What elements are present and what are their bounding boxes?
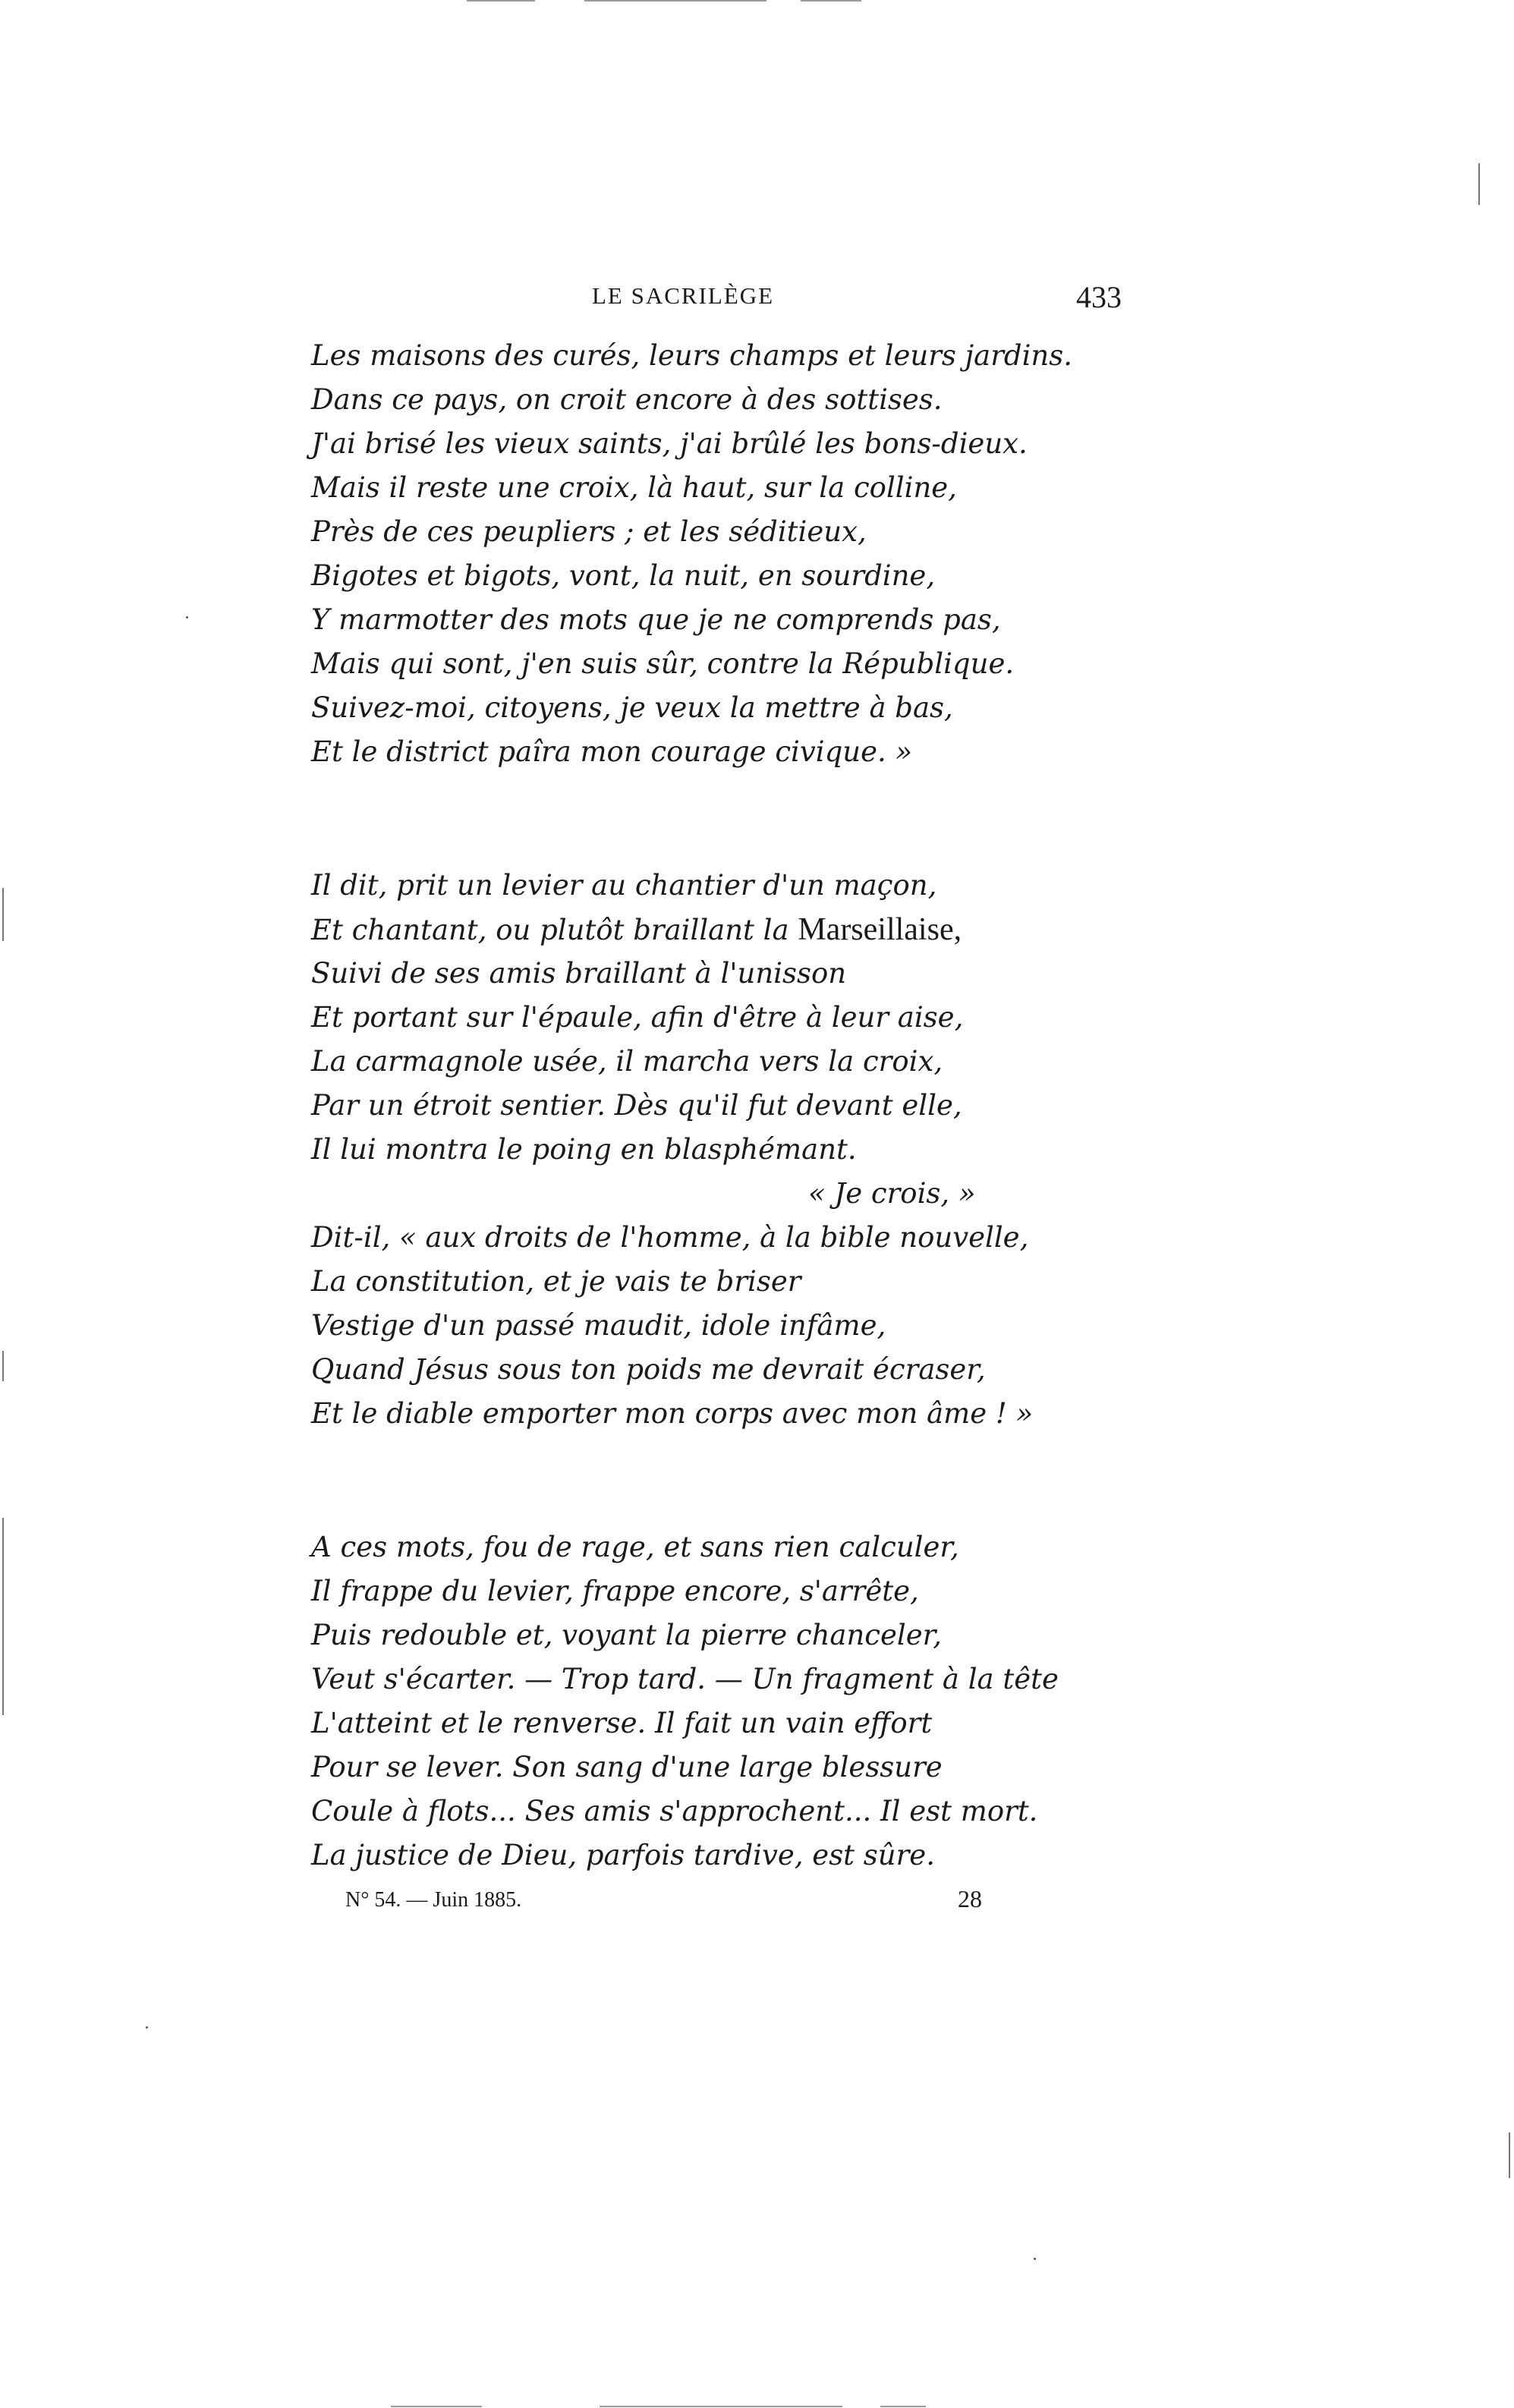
verse-line: Puis redouble et, voyant la pierre chanceler, bbox=[311, 1619, 943, 1651]
scan-dot bbox=[1034, 2258, 1036, 2260]
verse-line: Quand Jésus sous ton poids me devrait écraser, bbox=[311, 1353, 986, 1386]
verse-line: Bigotes et bigots, vont, la nuit, en sourdine, bbox=[311, 559, 936, 592]
stanza-3 bbox=[311, 1525, 1070, 1878]
scan-mark-bottom bbox=[880, 2406, 926, 2407]
verse-line: Suivez-moi, citoyens, je veux la mettre à bas, bbox=[311, 691, 953, 724]
verse-line: Veut s'écarter. — Trop tard. — Un fragment à la tête bbox=[311, 1663, 1059, 1695]
verse-line: Pour se lever. Son sang d'une large blessure bbox=[311, 1751, 943, 1783]
scan-mark-top bbox=[467, 0, 535, 2]
verse-line: Et le diable emporter mon corps avec mon âme ! » bbox=[311, 1397, 1034, 1430]
verse-line: Dans ce pays, on croit encore à des sottises. bbox=[311, 383, 943, 416]
scan-mark-bottom bbox=[391, 2406, 482, 2407]
issue-footnote: N° 54. — Juin 1885. bbox=[345, 1888, 522, 1912]
verse-line: La carmagnole usée, il marcha vers la croix, bbox=[311, 1045, 943, 1078]
verse-line: Dit-il, « aux droits de l'homme, à la bible nouvelle, bbox=[311, 1221, 1029, 1254]
scan-mark-edge bbox=[1478, 163, 1480, 205]
scan-mark-top bbox=[584, 0, 766, 2]
page-number: 433 bbox=[1076, 280, 1122, 314]
verse-line-text: Et chantant, ou plutôt braillant la bbox=[311, 914, 789, 946]
stanza-break bbox=[311, 774, 1070, 864]
scan-mark-edge bbox=[2, 888, 4, 941]
poem-body bbox=[311, 334, 1070, 1878]
stanza-1 bbox=[311, 334, 1070, 774]
verse-line: La constitution, et je vais te briser bbox=[311, 1265, 801, 1298]
verse-line: Vestige d'un passé maudit, idole infâme, bbox=[311, 1309, 886, 1342]
verse-line: A ces mots, fou de rage, et sans rien calculer, bbox=[311, 1531, 959, 1563]
scan-dot bbox=[186, 616, 188, 619]
verse-line: Mais qui sont, j'en suis sûr, contre la République. bbox=[311, 647, 1015, 680]
verse-line: Par un étroit sentier. Dès qu'il fut devant elle, bbox=[311, 1089, 962, 1122]
verse-line: Mais il reste une croix, là haut, sur la colline, bbox=[311, 471, 957, 504]
verse-line: Y marmotter des mots que je ne comprends pas, bbox=[311, 603, 1001, 636]
verse-line-indented: « Je crois, » bbox=[808, 1177, 976, 1210]
stanza-break bbox=[311, 1436, 1070, 1525]
verse-line: Il frappe du levier, frappe encore, s'arrête, bbox=[311, 1575, 919, 1607]
verse-line: Coule à flots... Ses amis s'approchent... Il est mort. bbox=[311, 1795, 1038, 1827]
scan-mark-top bbox=[801, 0, 861, 2]
verse-line: L'atteint et le renverse. Il fait un vain effort bbox=[311, 1707, 933, 1739]
verse-line bbox=[311, 908, 1070, 952]
song-title: Marseillaise, bbox=[798, 912, 962, 947]
scan-mark-edge bbox=[2, 1351, 4, 1381]
scan-mark-edge bbox=[1509, 2133, 1510, 2178]
verse-line: La justice de Dieu, parfois tardive, est sûre. bbox=[311, 1839, 935, 1871]
running-title: LE SACRILÈGE bbox=[592, 282, 775, 309]
scan-mark-bottom bbox=[600, 2406, 842, 2407]
verse-line: Et le district paîra mon courage civique. » bbox=[311, 735, 913, 768]
verse-line: J'ai brisé les vieux saints, j'ai brûlé les bons-dieux. bbox=[311, 427, 1028, 460]
verse-line: Il lui montra le poing en blasphémant. bbox=[311, 1133, 857, 1166]
scan-mark-edge bbox=[2, 1518, 4, 1715]
signature-mark: 28 bbox=[958, 1885, 982, 1912]
scan-dot bbox=[146, 2026, 148, 2029]
verse-line: Suivi de ses amis braillant à l'unisson bbox=[311, 957, 847, 990]
verse-line: Les maisons des curés, leurs champs et leurs jardins. bbox=[311, 339, 1072, 372]
verse-line: Il dit, prit un levier au chantier d'un maçon, bbox=[311, 869, 937, 902]
verse-line: Près de ces peupliers ; et les séditieux, bbox=[311, 515, 867, 548]
verse-line: Et portant sur l'épaule, afin d'être à leur aise, bbox=[311, 1001, 964, 1034]
stanza-2 bbox=[311, 864, 1070, 1436]
